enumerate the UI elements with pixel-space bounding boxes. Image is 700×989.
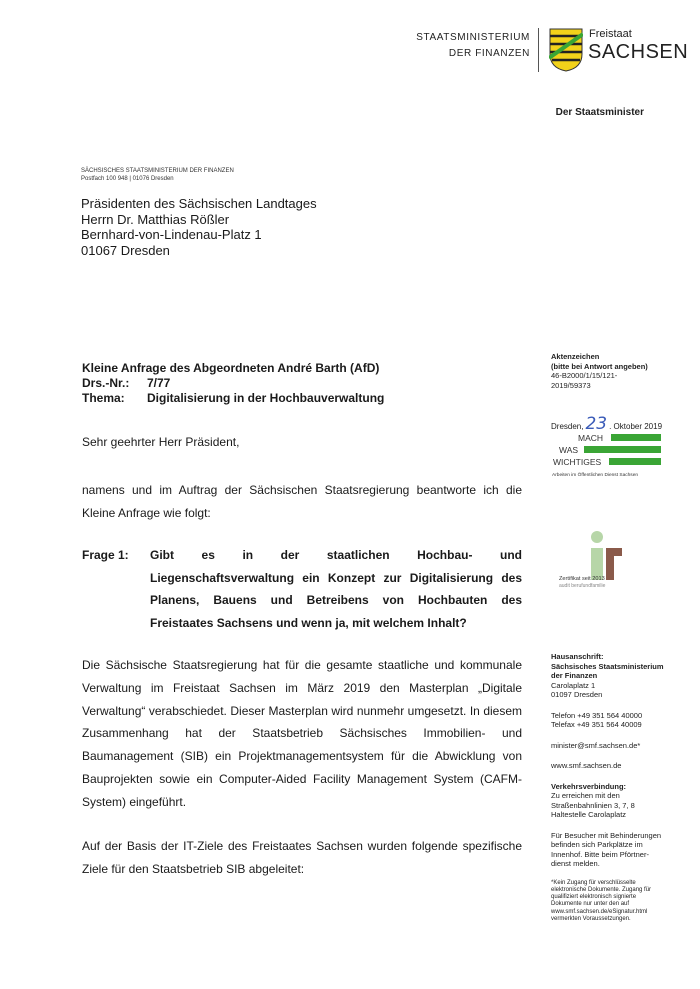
date-prefix: Dresden, (551, 422, 584, 431)
web-link[interactable]: www.smf.sachsen.de (551, 761, 622, 770)
question-text: Gibt es in der staatlichen Hochbau- und Liegenschaftsverwaltung ein Konzept zur Digitalisierung des Planens, Bauens und Betreibens von Hochbauten des Freistaates Sachsens und wenn ja, mit welchem Inhalt? (150, 548, 522, 630)
subject-title: Kleine Anfrage des Abgeordneten André Barth (AfD) (82, 361, 380, 375)
transport-label: Verkehrsverbindung: (551, 781, 627, 791)
salutation: Sehr geehrter Herr Präsident, (82, 435, 240, 449)
footnote (551, 880, 664, 924)
transport-line-1: Zu erreichen mit den (551, 791, 620, 800)
transport-line-2: Straßenbahnlinien 3, 7, 8 (551, 800, 635, 810)
footnote-line-4: Dokumente nur unter den auf (551, 901, 630, 908)
reference-block (551, 352, 648, 390)
subject-block (82, 361, 384, 406)
phone: Telefon +49 351 564 40000 (551, 710, 643, 720)
recipient-address (81, 196, 317, 258)
state-label-large: SACHSEN (588, 41, 689, 63)
footnote-line-5: www.smf.sachsen.de/eSignatur.html (551, 908, 648, 915)
ministry-line-2: DER FINANZEN (448, 48, 530, 59)
footnote-line-3: qualifiziert elektronisch signierte (551, 894, 637, 901)
sender-role: Der Staatsminister (555, 107, 644, 118)
fax: Telefax +49 351 564 40009 (551, 720, 642, 729)
drs-label: Drs.-Nr.: (82, 376, 130, 390)
org-line-2: der Finanzen (551, 671, 598, 680)
parking-line-2: befinden sich Parkplätze im (551, 840, 643, 849)
thema-label: Thema: (82, 391, 125, 405)
reference-label: Aktenzeichen (551, 352, 600, 361)
letter-date (551, 414, 662, 434)
reference-number-2: 2019/59373 (551, 380, 591, 390)
street: Carolaplatz 1 (551, 680, 596, 690)
footnote-line-1: *Kein Zugang für verschlüsselte (551, 879, 636, 886)
saxony-coat-of-arms-icon (549, 28, 583, 72)
answer-paragraph: Die Sächsische Staatsregierung hat für die gesamte staatliche und kommunale Verwaltung im Freistaat Sachsen im März 2019 den Masterplan „Digitale Verwaltung“ verabschiedet. Dieser Masterplan wird nunmehr umgesetzt. In diesem Zusammenhang hat der Staatsbetrieb Sächsisches Immobilien- und Baumanagement (SIB) ein Projektmanagementsystem für die Abwicklung von Bauprojekten sowie ein Computer-Aided Facility Management System (CAFM-System) eingeführt. (82, 658, 522, 809)
recipient-line-2: Herrn Dr. Matthias Rößler (81, 211, 230, 227)
closing-paragraph: Auf der Basis der IT-Ziele des Freistaates Sachsen wurden folgende spezifische Ziele für den Staatsbetrieb SIB abgeleitet: (82, 839, 522, 876)
date-day-handwritten: 23 (585, 414, 608, 434)
question-label: Frage 1: (82, 548, 129, 562)
recipient-line-3: Bernhard-von-Lindenau-Platz 1 (81, 227, 262, 242)
recipient-line-1: Präsidenten des Sächsischen Landtages (81, 196, 317, 211)
audit-berufundfamilie-logo (551, 530, 661, 600)
mach-caption: Arbeiten im Öffentlichen Dienst Sachsen (552, 473, 639, 478)
footnote-line-2: elektronische Dokumente. Zugang für (551, 886, 652, 893)
contact-block (551, 652, 664, 923)
mach-text: MACH (578, 433, 604, 443)
ministry-line-1: STAATSMINISTERIUM (416, 32, 530, 43)
city: 01097 Dresden (551, 690, 603, 699)
state-label-small: Freistaat (589, 28, 632, 40)
parking-line-4: dienst melden. (551, 859, 600, 868)
transport-line-3: Haltestelle Carolaplatz (551, 810, 627, 819)
return-address (81, 167, 234, 183)
return-address-line-2: Postfach 100 948 | 01076 Dresden (81, 176, 174, 182)
thema-value: Digitalisierung in der Hochbauverwaltung (147, 391, 385, 405)
org-line-1: Sächsisches Staatsministerium (551, 661, 664, 671)
mach-was-wichtiges-logo (551, 432, 661, 490)
was-text: WAS (559, 445, 579, 455)
address-label: Hausanschrift: (551, 652, 604, 661)
zert-line-2: audit berufundfamilie (559, 583, 606, 589)
reference-note: (bitte bei Antwort angeben) (551, 361, 648, 371)
wichtiges-text: WICHTIGES (553, 457, 602, 467)
return-address-line-1: SÄCHSISCHES STAATSMINISTERIUM DER FINANZEN (81, 168, 234, 174)
parking-line-1: Für Besucher mit Behinderungen (551, 830, 662, 840)
intro-paragraph: namens und im Auftrag der Sächsischen Staatsregierung beantworte ich die Kleine Anfrage wie folgt: (82, 483, 522, 520)
subject-thema-row (82, 391, 384, 406)
reference-number-1: 46-B2000/1/15/121- (551, 371, 618, 380)
email-link[interactable]: minister@smf.sachsen.de* (551, 740, 641, 750)
header-divider (538, 28, 539, 72)
subject-drs-row (82, 376, 384, 391)
drs-value: 7/77 (147, 376, 171, 390)
parking-line-3: Innenhof. Bitte beim Pförtner- (551, 849, 649, 859)
recipient-line-4: 01067 Dresden (81, 242, 170, 258)
ministry-name (416, 30, 530, 62)
date-suffix: . Oktober 2019 (609, 422, 663, 431)
zert-line-1: Zertifikat seit 2013 (559, 576, 605, 582)
footnote-line-6: vermerkten Voraussetzungen. (551, 915, 631, 922)
